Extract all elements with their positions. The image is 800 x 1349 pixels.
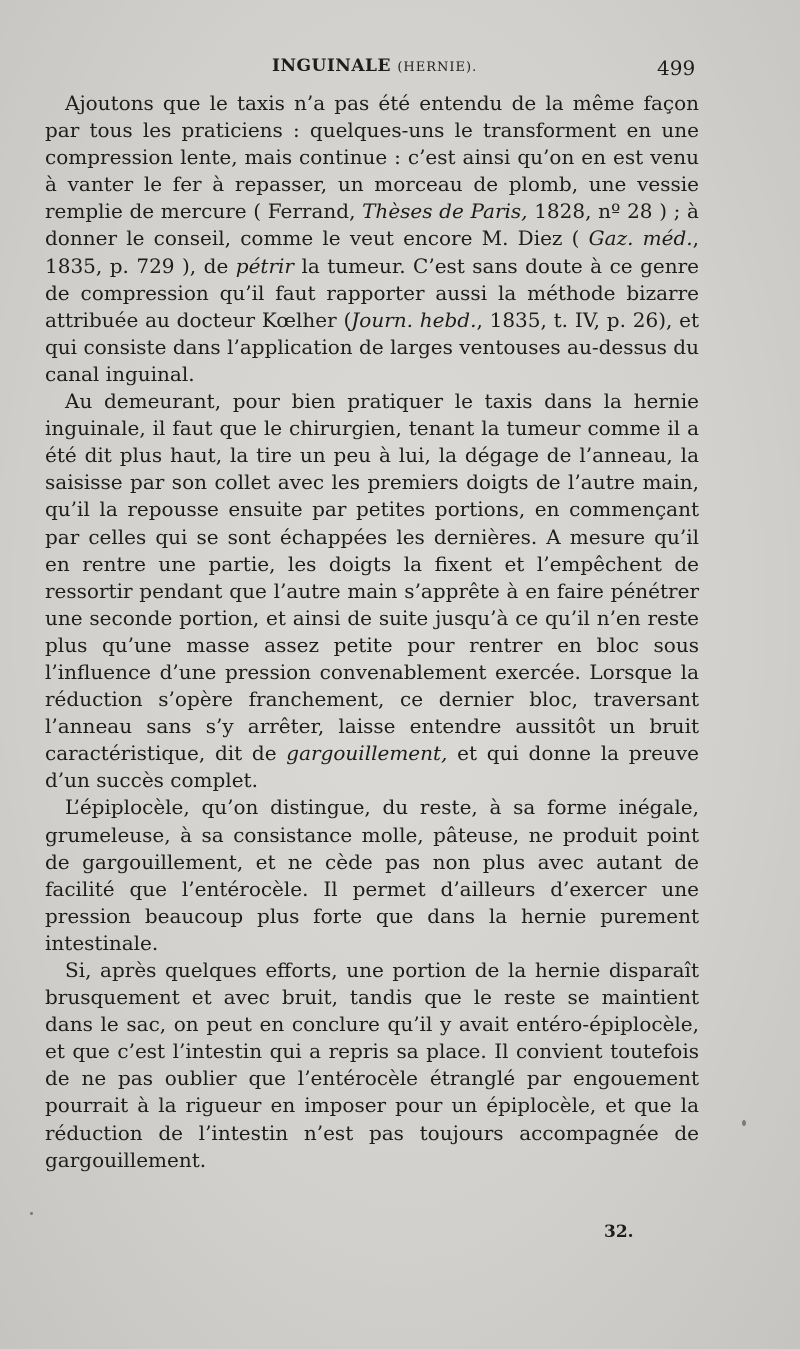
signature-mark: 32. bbox=[604, 1222, 634, 1242]
paragraph bbox=[45, 388, 699, 794]
running-title bbox=[272, 56, 477, 76]
text-run: et qui donne la preuve d’un succès complet. bbox=[45, 741, 699, 793]
text-run: Ajoutons que le taxis n’a pas été entendu de la même façon par tous les praticiens : quelques-uns le transforment en une compression lente, mais continue : c’est ainsi qu’on en est venu à vanter le fer à repasser, un morceau de plomb, une vessie remplie de mercure ( Ferrand, bbox=[45, 91, 699, 224]
running-header bbox=[0, 56, 800, 86]
text-run: , 1835, p. 729 ), de bbox=[45, 226, 699, 278]
page-number: 499 bbox=[657, 56, 696, 80]
text-run: , 1835, t. IV, p. 26), et qui consiste dans l’application de larges ventouses au-dessus du canal inguinal. bbox=[45, 307, 700, 386]
body-text bbox=[45, 90, 699, 1174]
paragraph bbox=[45, 794, 699, 957]
text-run: L’épiplocèle, qu’on distingue, du reste, à sa forme inégale, grumeleuse, à sa consistance molle, pâteuse, ne produit point de gargouillement, et ne cède pas non plus avec autant de facilité que l’entérocèle. Il permet d’ailleurs d’exercer une pression beaucoup plus forte que dans la hernie purement intestinale. bbox=[45, 795, 699, 955]
title-main: INGUINALE bbox=[272, 56, 391, 76]
speck bbox=[742, 1120, 746, 1126]
paragraph bbox=[45, 957, 699, 1174]
paragraph bbox=[45, 90, 699, 388]
text-run: la tumeur. C’est sans doute à ce genre de compression qu’il faut rapporter aussi la méthode bizarre attribuée au docteur Kœlher ( bbox=[45, 253, 699, 332]
text-run: Si, après quelques efforts, une portion de la hernie disparaît brusquement et avec bruit, tandis que le reste se maintient dans le sac, on peut en conclure qu’il y avait entéro-épiplocèle, et que c’est l’intestin qui a repris sa place. Il convient toutefois de ne pas oublier que l’entérocèle étranglé par engouement pourrait à la rigueur en imposer pour un épiplocèle, et que la réduction de l’intestin n’est pas toujours accompagnée de gargouillement. bbox=[45, 958, 699, 1172]
italic-text: Gaz. méd. bbox=[588, 226, 693, 251]
text-run: 1828, nº 28 ) ; à donner le conseil, comme le veut encore M. Diez ( bbox=[45, 199, 699, 251]
title-paren: (HERNIE). bbox=[397, 60, 478, 75]
italic-text: Thèses de Paris, bbox=[362, 199, 528, 224]
italic-text: Journ. hebd. bbox=[351, 307, 477, 332]
italic-text: gargouillement, bbox=[286, 741, 448, 766]
italic-text: pétrir bbox=[235, 253, 294, 278]
speck bbox=[30, 1212, 33, 1215]
text-run: Au demeurant, pour bien pratiquer le taxis dans la hernie inguinale, il faut que le chirurgien, tenant la tumeur comme il a été dit plus haut, la tire un peu à lui, la dégage de l’anneau, la saisisse par son collet avec les premiers doigts de l’autre main, qu’il la repousse ensuite par petites portions, en commençant par celles qui se sont échappées les dernières. A mesure qu’il en rentre une partie, les doigts la fixent et l’empêchent de ressortir pendant que l’autre main s’apprête à en faire pénétrer une seconde portion, et ainsi de suite jusqu’à ce qu’il n’en reste plus qu’une masse assez petite pour rentrer en bloc sous l’influence d’une pression convenablement exercée. Lorsque la réduction s’opère franchement, ce dernier bloc, traversant l’anneau sans s’y arrêter, laisse entendre aussitôt un bruit caractéristique, dit de bbox=[45, 389, 699, 766]
